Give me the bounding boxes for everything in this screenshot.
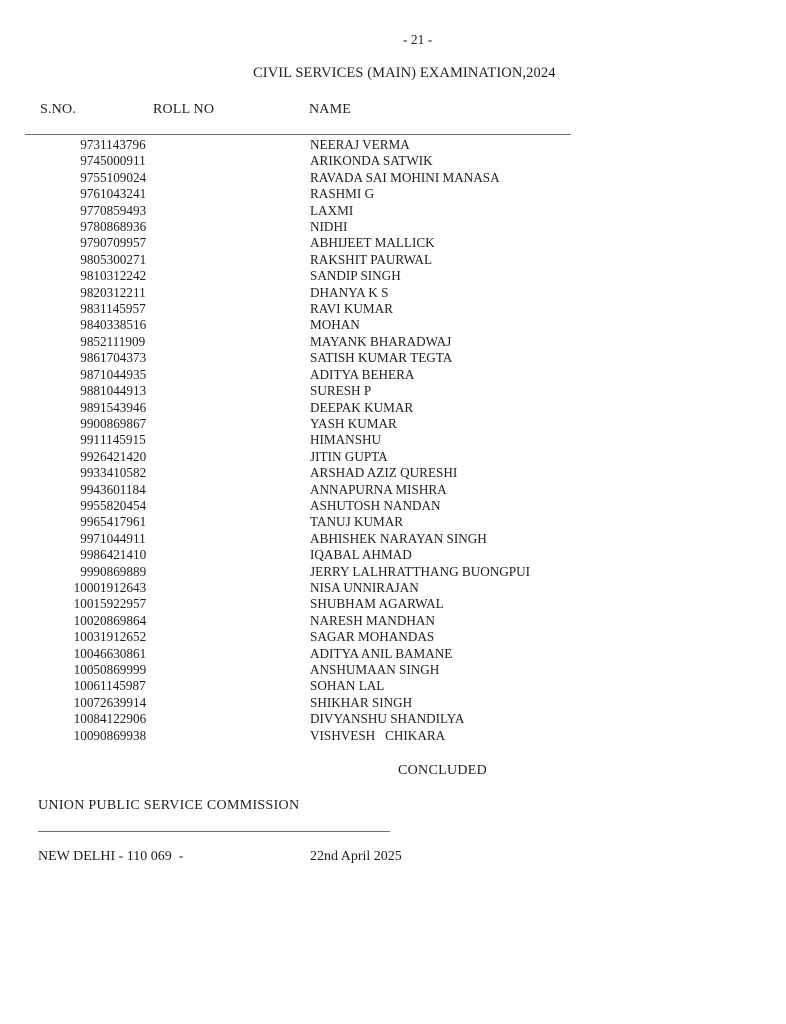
name-cell: NIDHI xyxy=(310,219,348,235)
roll-cell: 0869889 xyxy=(100,563,147,579)
table-row xyxy=(0,514,640,530)
name-cell: DHANYA K S xyxy=(310,284,389,300)
table-row xyxy=(0,695,640,711)
sno-cell: 1001 xyxy=(73,596,100,612)
document-title: CIVIL SERVICES (MAIN) EXAMINATION,2024 xyxy=(253,65,556,81)
roll-cell: 5300271 xyxy=(100,251,147,267)
table-row xyxy=(0,186,640,202)
name-cell: RAKSHIT PAURWAL xyxy=(310,251,433,267)
sno-cell: 1000 xyxy=(73,579,100,595)
sno-cell: 992 xyxy=(80,448,100,464)
table-row xyxy=(0,662,640,678)
sno-cell: 1002 xyxy=(73,612,100,628)
table-row xyxy=(0,646,640,662)
table-row xyxy=(0,367,640,383)
sno-cell: 986 xyxy=(80,350,100,366)
roll-cell: 5417961 xyxy=(100,514,147,530)
table-row xyxy=(0,383,640,399)
name-cell: DEEPAK KUMAR xyxy=(310,399,414,415)
name-cell: SHIKHAR SINGH xyxy=(310,694,413,710)
roll-cell: 1543946 xyxy=(100,399,147,415)
roll-cell: 1044911 xyxy=(100,530,146,546)
roll-cell: 0338516 xyxy=(100,317,147,333)
table-row xyxy=(0,580,640,596)
results-table xyxy=(0,137,640,744)
name-cell: NEERAJ VERMA xyxy=(310,137,410,152)
roll-cell: 0709957 xyxy=(100,235,147,251)
name-cell: NISA UNNIRAJAN xyxy=(310,579,419,595)
table-row xyxy=(0,465,640,481)
table-row xyxy=(0,400,640,416)
sno-cell: 974 xyxy=(80,153,100,169)
name-cell: SURESH P xyxy=(310,383,372,399)
name-cell: SANDIP SINGH xyxy=(310,268,401,284)
name-cell: ARSHAD AZIZ QURESHI xyxy=(310,465,458,481)
roll-cell: 1912652 xyxy=(100,629,147,645)
sno-cell: 989 xyxy=(80,399,100,415)
table-row xyxy=(0,629,640,645)
name-cell: ANNAPURNA MISHRA xyxy=(310,481,447,497)
name-cell: JITIN GUPTA xyxy=(310,448,388,464)
sno-cell: 984 xyxy=(80,317,100,333)
table-row xyxy=(0,268,640,284)
roll-cell: 0869867 xyxy=(100,415,147,431)
name-cell: MAYANK BHARADWAJ xyxy=(310,333,452,349)
page-number: - 21 - xyxy=(403,32,433,47)
table-row xyxy=(0,531,640,547)
sno-cell: 990 xyxy=(80,415,100,431)
sno-cell: 975 xyxy=(80,169,100,185)
date-line: 22nd April 2025 xyxy=(310,849,402,864)
roll-cell: 6630861 xyxy=(100,645,147,661)
sno-cell: 993 xyxy=(80,465,100,481)
roll-cell: 2639914 xyxy=(100,694,147,710)
sno-cell: 979 xyxy=(80,235,100,251)
name-cell: HIMANSHU xyxy=(310,432,382,448)
sno-cell: 991 xyxy=(80,432,100,448)
table-row xyxy=(0,596,640,612)
name-cell: NARESH MANDHAN xyxy=(310,612,435,628)
header-divider-line xyxy=(25,134,571,135)
roll-cell: 3410582 xyxy=(100,465,147,481)
roll-cell: 1145957 xyxy=(100,301,146,317)
name-cell: DIVYANSHU SHANDILYA xyxy=(310,711,465,727)
roll-cell: 0868936 xyxy=(100,219,147,235)
name-cell: YASH KUMAR xyxy=(310,415,397,431)
roll-cell: 0859493 xyxy=(100,202,147,218)
table-row xyxy=(0,285,640,301)
sno-cell: 976 xyxy=(80,186,100,202)
table-row xyxy=(0,613,640,629)
roll-cell: 1145915 xyxy=(100,432,146,448)
table-row xyxy=(0,170,640,186)
sno-cell: 1006 xyxy=(73,678,100,694)
roll-cell: 6421410 xyxy=(100,547,147,563)
roll-cell: 0869864 xyxy=(100,612,147,628)
table-row xyxy=(0,252,640,268)
name-cell: IQABAL AHMAD xyxy=(310,547,412,563)
name-cell: ABHISHEK NARAYAN SINGH xyxy=(310,530,487,546)
roll-cell: 0312211 xyxy=(100,284,146,300)
sno-cell: 1007 xyxy=(73,694,100,710)
roll-cell: 0312242 xyxy=(100,268,147,284)
roll-cell: 0869999 xyxy=(100,662,147,677)
sno-cell: 997 xyxy=(80,530,100,546)
sno-cell: 982 xyxy=(80,284,100,300)
table-row xyxy=(0,498,640,514)
sno-cell: 998 xyxy=(80,547,100,563)
roll-cell: 1044913 xyxy=(100,383,147,399)
name-cell: ASHUTOSH NANDAN xyxy=(310,497,441,513)
name-cell: ABHIJEET MALLICK xyxy=(310,235,435,251)
table-row xyxy=(0,728,640,744)
sno-cell: 985 xyxy=(80,333,100,349)
table-row xyxy=(0,219,640,235)
name-cell: ARIKONDA SATWIK xyxy=(310,153,433,169)
table-row xyxy=(0,482,640,498)
name-cell: LAXMI xyxy=(310,202,354,218)
sno-cell: 996 xyxy=(80,514,100,530)
roll-cell: 1912643 xyxy=(100,579,147,595)
name-cell: ADITYA BEHERA xyxy=(310,366,415,382)
roll-cell: 1145987 xyxy=(100,678,146,694)
table-row xyxy=(0,432,640,448)
roll-cell: 0869938 xyxy=(100,727,147,743)
sno-cell: 977 xyxy=(80,202,100,218)
roll-cell: 5109024 xyxy=(100,169,147,185)
table-row xyxy=(0,334,640,350)
name-cell: SATISH KUMAR TEGTA xyxy=(310,350,453,366)
table-row xyxy=(0,449,640,465)
name-cell: ADITYA ANIL BAMANE xyxy=(310,645,453,661)
name-cell: SHUBHAM AGARWAL xyxy=(310,596,444,612)
sno-cell: 981 xyxy=(80,268,100,284)
roll-cell: 2111909 xyxy=(100,333,146,349)
table-row xyxy=(0,137,640,153)
concluded-label: CONCLUDED xyxy=(398,763,488,778)
sno-cell: 995 xyxy=(80,497,100,513)
name-cell: SAGAR MOHANDAS xyxy=(310,629,435,645)
name-cell: RAVI KUMAR xyxy=(310,301,393,317)
column-header-roll-no: ROLL NO xyxy=(153,102,215,117)
name-cell: ANSHUMAAN SINGH xyxy=(310,662,440,677)
name-cell: TANUJ KUMAR xyxy=(310,514,404,530)
roll-cell: 5922957 xyxy=(100,596,147,612)
roll-cell: 1704373 xyxy=(100,350,147,366)
roll-cell: 5820454 xyxy=(100,497,147,513)
table-row xyxy=(0,203,640,219)
table-row xyxy=(0,350,640,366)
sno-cell: 1008 xyxy=(73,711,100,727)
table-row xyxy=(0,711,640,727)
sno-cell: 1009 xyxy=(73,727,100,743)
name-cell: RASHMI G xyxy=(310,186,375,202)
sno-cell: 988 xyxy=(80,383,100,399)
sno-cell: 1004 xyxy=(73,645,100,661)
sno-cell: 983 xyxy=(80,301,100,317)
organization-name: UNION PUBLIC SERVICE COMMISSION xyxy=(38,798,300,813)
sno-cell: 978 xyxy=(80,219,100,235)
table-row xyxy=(0,153,640,169)
roll-cell: 4122906 xyxy=(100,711,147,727)
table-row xyxy=(0,301,640,317)
roll-cell: 1043241 xyxy=(100,186,147,202)
roll-cell: 5000911 xyxy=(100,153,146,169)
table-row xyxy=(0,678,640,694)
sno-cell: 973 xyxy=(80,137,100,152)
place-line: NEW DELHI - 110 069 - xyxy=(38,849,184,864)
footer-divider-line xyxy=(38,831,390,832)
sno-cell: 1003 xyxy=(73,629,100,645)
name-cell: VISHVESH CHIKARA xyxy=(310,727,446,743)
roll-cell: 6421420 xyxy=(100,448,147,464)
column-header-sno: S.NO. xyxy=(40,102,77,117)
name-cell: RAVADA SAI MOHINI MANASA xyxy=(310,169,500,185)
sno-cell: 987 xyxy=(80,366,100,382)
sno-cell: 994 xyxy=(80,481,100,497)
name-cell: SOHAN LAL xyxy=(310,678,385,694)
sno-cell: 980 xyxy=(80,251,100,267)
name-cell: JERRY LALHRATTHANG BUONGPUI xyxy=(310,563,531,579)
column-header-name: NAME xyxy=(309,102,352,117)
sno-cell: 1005 xyxy=(73,662,100,677)
table-row xyxy=(0,235,640,251)
roll-cell: 1143796 xyxy=(100,137,146,152)
table-row xyxy=(0,547,640,563)
sno-cell: 999 xyxy=(80,563,100,579)
name-cell: MOHAN xyxy=(310,317,360,333)
roll-cell: 3601184 xyxy=(100,481,146,497)
roll-cell: 1044935 xyxy=(100,366,147,382)
table-row xyxy=(0,317,640,333)
table-row xyxy=(0,416,640,432)
table-row xyxy=(0,564,640,580)
